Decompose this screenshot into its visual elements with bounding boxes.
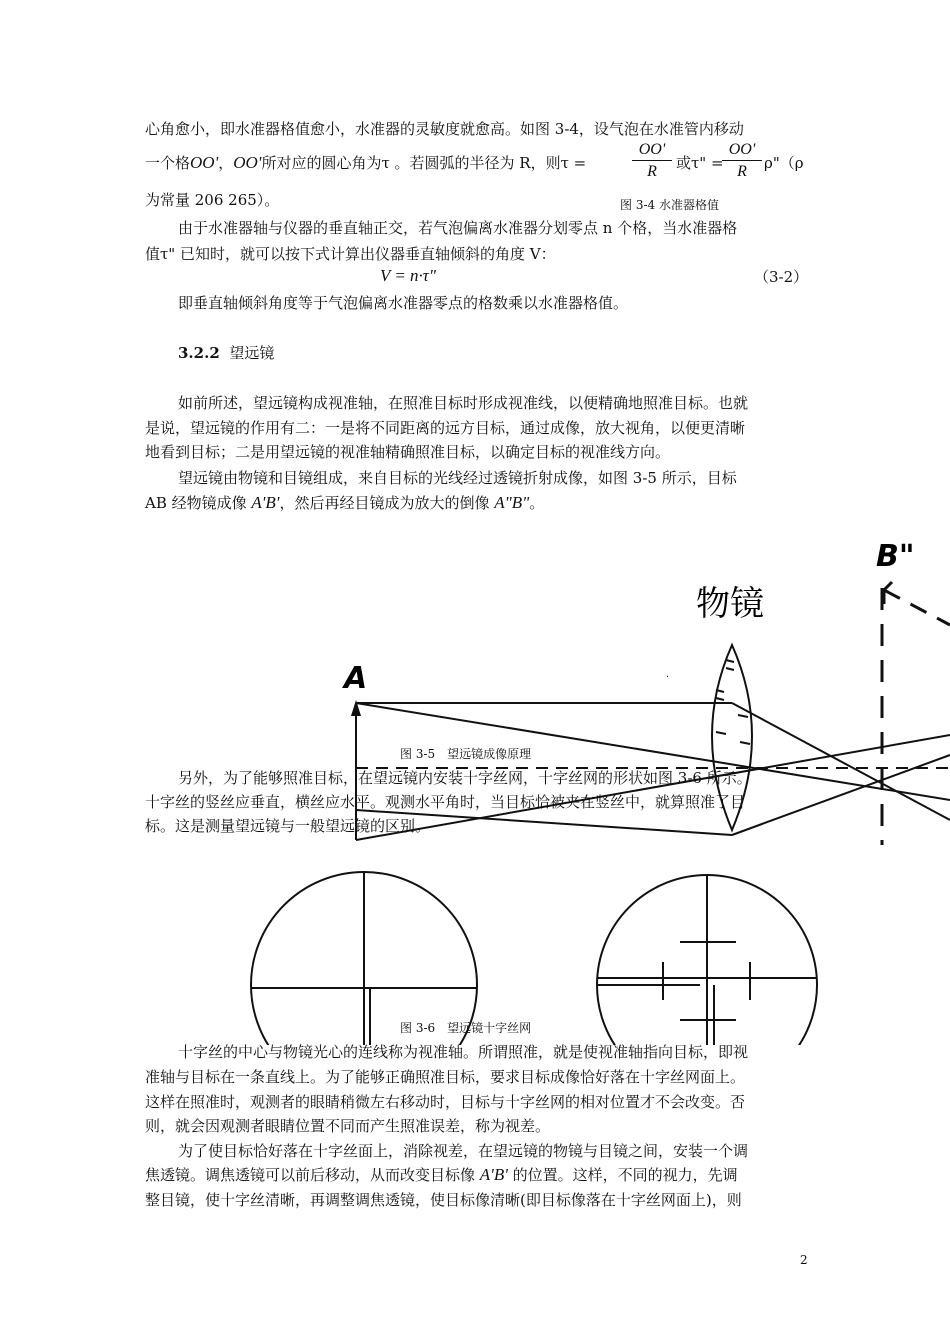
label-a: A <box>344 661 368 696</box>
label-objective: 物镜 <box>696 584 764 624</box>
page-number: 2 <box>800 1253 808 1267</box>
fraction: $\frac{OO'}{R}$ <box>722 140 762 183</box>
text-line: 焦透镜。调焦透镜可以前后移动，从而改变目标像 A'B' 的位置。这样，不同的视力，先调 <box>145 1165 738 1184</box>
math-ab: A"B" <box>494 493 530 512</box>
text-line: 准轴与目标在一条直线上。为了能够正确照准目标，要求目标成像恰好落在十字丝网面上。 <box>145 1068 746 1086</box>
text-line: 或τ" = <box>676 154 724 172</box>
text-line: 标。这是测量望远镜与一般望远镜的区别。 <box>145 817 431 835</box>
text-line: 心角愈小，即水准器格值愈小，水准器的灵敏度就愈高。如图 3-4，设气泡在水准管内移动 <box>145 120 744 138</box>
dot-mark: · <box>666 672 670 683</box>
text-line: 则，就会因观测者眼睛位置不同而产生照准误差，称为视差。 <box>145 1117 551 1135</box>
reticle-stadia <box>597 875 820 1045</box>
text-line: 是说，望远镜的作用有二：一是将不同距离的远方目标，通过成像，放大视角，以便更清晰 <box>145 419 746 437</box>
text-line: 整目镜，使十字丝清晰，再调整调焦透镜，使目标像清晰(即目标像落在十字丝网面上)，则 <box>145 1191 742 1209</box>
text-line: 地看到目标；二是用望远镜的视准轴精确照准目标，以确定目标的视准线方向。 <box>145 443 671 461</box>
math-ab: A'B' <box>479 1165 508 1184</box>
text-line: 即垂直轴倾斜角度等于气泡偏离水准器零点的格数乘以水准器格值。 <box>178 294 629 312</box>
figure-caption: 图 3-4 水准器格值 <box>620 198 719 212</box>
figure-caption: 图 3-6 望远镜十字丝网 <box>400 1021 532 1035</box>
section-heading: 3.2.2 望远镜 <box>178 344 275 362</box>
math-oo: OO' <box>190 153 219 172</box>
text-line: 值τ" 已知时，就可以按下式计算出仪器垂直轴倾斜的角度 V： <box>145 245 556 263</box>
label-b2: B" <box>876 539 915 574</box>
text-line: 望远镜由物镜和目镜组成，来自目标的光线经过透镜折射成像，如图 3-5 所示，目标 <box>178 469 737 487</box>
text-line: 这样在照准时，观测者的眼睛稍微左右移动时，目标与十字丝网的相对位置才不会改变。否 <box>145 1093 746 1111</box>
text-line: 另外，为了能够照准目标，在望远镜内安装十字丝网，十字丝网的形状如图 3-6 所示。 <box>178 769 752 787</box>
formula-number: （3-2） <box>754 268 809 286</box>
text-line: 十字丝的中心与物镜光心的连线称为视准轴。所谓照准，就是使视准轴指向目标，即视 <box>178 1043 749 1061</box>
text-line: 一个格OO'，OO'所对应的圆心角为τ 。若圆弧的半径为 R，则τ = <box>145 153 587 172</box>
text-line: 为了使目标恰好落在十字丝面上，消除视差，在望远镜的物镜与目镜之间，安装一个调 <box>178 1142 749 1160</box>
figure-caption: 图 3-5 望远镜成像原理 <box>400 747 532 761</box>
text-line: ρ"（ρ <box>764 154 804 172</box>
math-oo: OO' <box>233 153 262 172</box>
text-line: 十字丝的竖丝应垂直，横丝应水平。观测水平角时，当目标恰被夹在竖丝中，就算照准了目 <box>145 793 746 811</box>
text-line: 由于水准器轴与仪器的垂直轴正交，若气泡偏离水准器分划零点 n 个格，当水准器格 <box>178 219 738 237</box>
formula: V = n·τ" <box>380 266 437 285</box>
text-line: 为常量 206 265）。 <box>145 191 280 209</box>
math-ab: A'B' <box>251 493 280 512</box>
text-line: AB 经物镜成像 A'B'，然后再经目镜成为放大的倒像 A"B"。 <box>145 493 545 512</box>
image-ray <box>884 590 950 625</box>
fraction: $\frac{OO'}{R}$ <box>632 140 672 183</box>
text-line: 如前所述，望远镜构成视准轴，在照准目标时形成视准线，以便精确地照准目标。也就 <box>178 394 749 412</box>
